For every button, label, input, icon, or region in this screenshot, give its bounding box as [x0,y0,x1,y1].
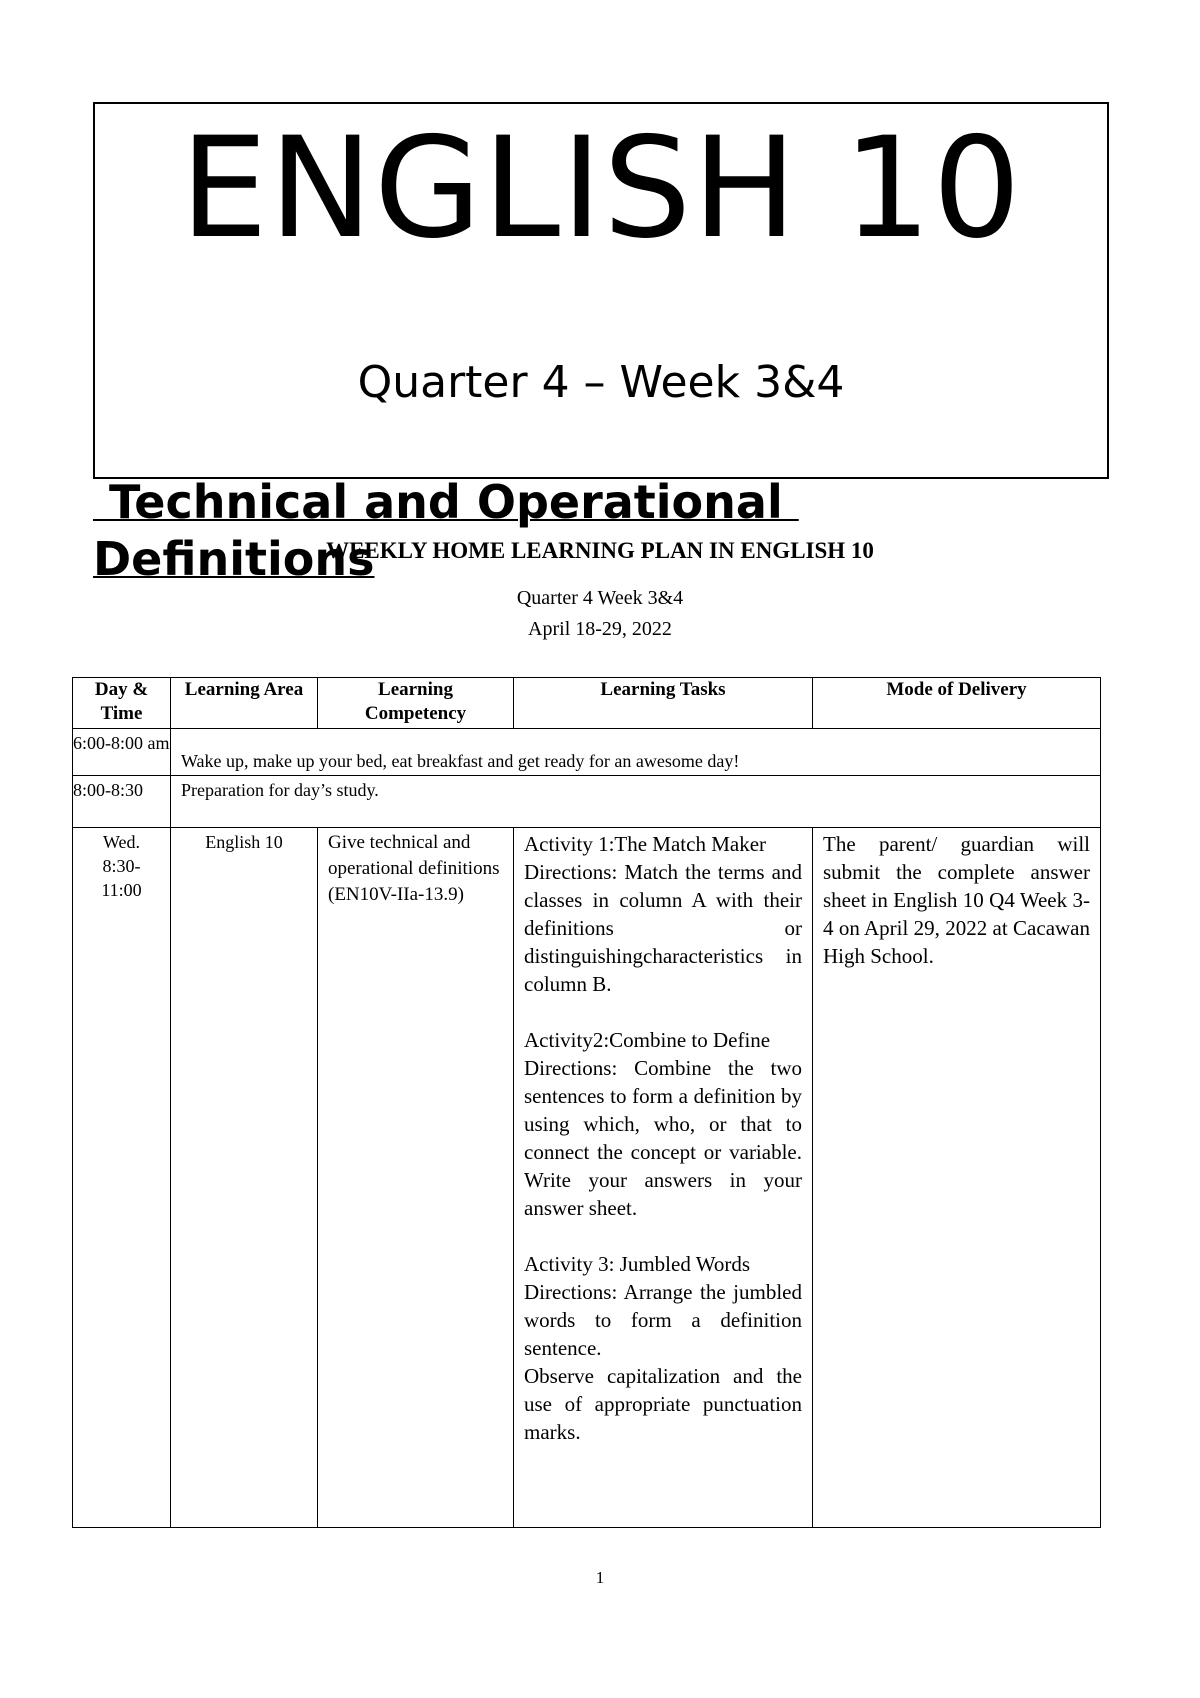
learning-competency: Give technical and operational definitions (EN10V-IIa-13.9) [328,832,500,905]
day-time-cell [73,828,171,1528]
row-time: 8:00-8:30 [73,780,143,800]
row-activity-cell [171,729,1101,776]
row-time-cell [73,776,171,828]
learning-tasks-cell [514,828,813,1528]
learning-competency-cell [318,828,514,1528]
plan-heading: WEEKLY HOME LEARNING PLAN IN ENGLISH 10 [326,538,874,563]
plan-week: Quarter 4 Week 3&4 [516,587,684,609]
quarter-week-label: Quarter 4 – Week 3&4 [357,357,845,408]
activity-3-note: Observe capitalization and the use of appropriate punctuation marks. [524,1364,802,1444]
row-activity: Preparation for day’s study. [181,780,379,800]
header-mode-of-delivery: Mode of Delivery [813,678,1101,729]
day-time: Wed. 8:30-11:00 [101,832,142,900]
learning-area: English 10 [205,832,283,852]
plan-dates: April 18-29, 2022 [528,618,672,640]
activity-3-title: Activity 3: Jumbled Words [524,1252,750,1276]
activity-1-title: Activity 1:The Match Maker [524,832,767,856]
activity-2-title: Activity2:Combine to Define [524,1028,771,1052]
table-row [73,729,1101,776]
activity-2-directions: Directions: Combine the two sentences to form a definition by using which, who, or that to connect the concept or variable. Write your answers in your answer sheet. [524,1056,802,1220]
header-learning-area: Learning Area [171,678,318,729]
table-header-row [73,678,1101,729]
table-row [73,828,1101,1528]
table-row [73,776,1101,828]
activity-1-directions: Directions: Match the terms and classes in column A with their definitions or distinguishingcharacteristics in column B. [524,860,802,996]
row-activity: Wake up, make up your bed, eat breakfast and get ready for an awesome day! [181,751,740,771]
header-day-time: Day & Time [73,678,171,729]
header-learning-tasks: Learning Tasks [514,678,813,729]
row-time: 6:00-8:00 am [73,733,170,753]
document-title: ENGLISH 10 [180,107,1022,269]
activity-3-directions: Directions: Arrange the jumbled words to form a definition sentence. [524,1280,802,1360]
row-time-cell [73,729,171,776]
mode-of-delivery: The parent/ guardian will submit the complete answer sheet in English 10 Q4 Week 3-4 on April 29, 2022 at Cacawan High School. [823,832,1090,968]
page-number: 1 [595,1568,605,1587]
topic-title-line-2: Definitions [93,532,375,586]
learning-area-cell [171,828,318,1528]
row-activity-cell [171,776,1101,828]
learning-plan-table [72,677,1101,1528]
topic-title-line-1: Technical and Operational [93,475,799,529]
header-learning-competency: Learning Competency [318,678,514,729]
topic-title [93,474,873,588]
mode-of-delivery-cell [813,828,1101,1528]
